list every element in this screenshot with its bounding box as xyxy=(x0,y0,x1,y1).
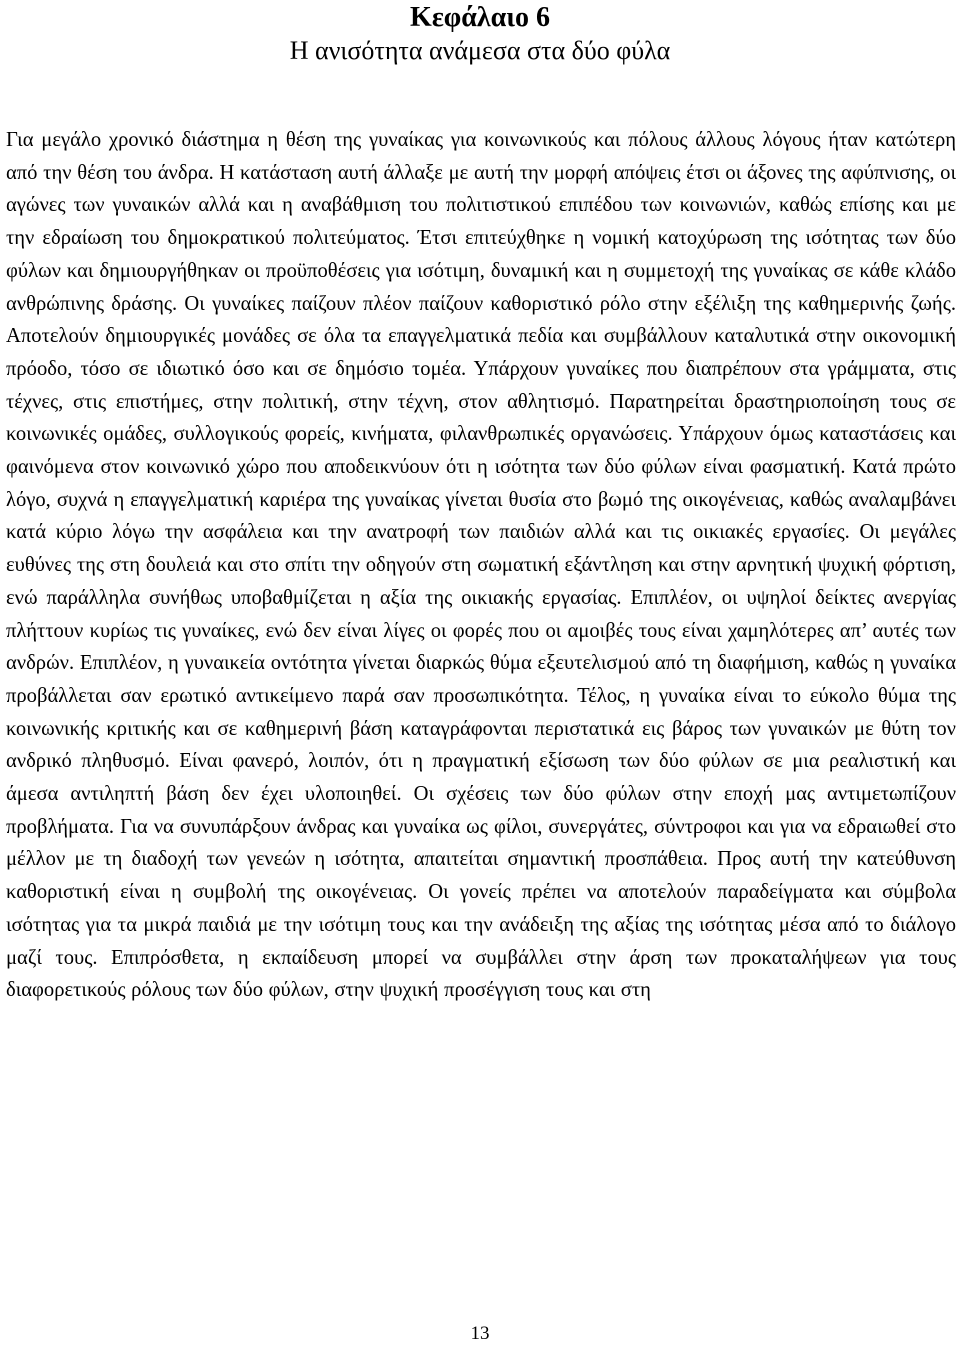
body-paragraph: Για μεγάλο χρονικό διάστημα η θέση της γυναίκας για κοινωνικούς και πόλους άλλους λόγους ήταν κατώτερη από την θέση του άνδρα. Η κατάσταση αυτή άλλαξε με αυτή την μορφή απόψεις έτσι οι άξονες της αφύπνισης, οι αγώνες των γυναικών αλλά και η αναβάθμιση του πολιτιστικού επιπέδου των κοινωνιών, καθώς επίσης και με την εδραίωση του δημοκρατικού πολιτεύματος. Έτσι επιτεύχθηκε η νομική κατοχύρωση της ισότητας των δύο φύλων και δημιουργήθηκαν οι προϋποθέσεις για ισότιμη, δυναμική και η συμμετοχή της γυναίκας σε κάθε κλάδο ανθρώπινης δράσης. Οι γυναίκες παίζουν πλέον παίζουν καθοριστικό ρόλο στην εξέλιξη της καθημερινής ζωής. Αποτελούν δημιουργικές μονάδες σε όλα τα επαγγελματικά πεδία και συμβάλλουν καταλυτικά στην οικονομική πρόοδο, τόσο σε ιδιωτικό όσο και σε δημόσιο τομέα. Υπάρχουν γυναίκες που διαπρέπουν στα γράμματα, στις τέχνες, στις επιστήμες, στην πολιτική, στην τέχνη, στον αθλητισμό. Παρατηρείται δραστηριοποίηση τους σε κοινωνικές ομάδες, συλλογικούς φορείς, κινήματα, φιλανθρωπικές οργανώσεις. Υπάρχουν όμως καταστάσεις και φαινόμενα στον κοινωνικό χώρο που αποδεικνύουν ότι η ισότητα των δύο φύλων είναι φασματική. Κατά πρώτο λόγο, συχνά η επαγγελματική καριέρα της γυναίκας γίνεται θυσία στο βωμό της οικογένειας, καθώς αναλαμβάνει κατά κύριο λόγω την ασφάλεια και την ανατροφή των παιδιών αλλά και τις οικιακές εργασίες. Οι μεγάλες ευθύνες της στη δουλειά και στο σπίτι την οδηγούν στη σωματική εξάντληση και στην αρνητική ψυχική φόρτιση, ενώ παράλληλα συνήθως υποβαθμίζεται η αξία της οικιακής εργασίας. Επιπλέον, οι υψηλοί δείκτες ανεργίας πλήττουν κυρίως τις γυναίκες, ενώ δεν είναι λίγες οι φορές που οι αμοιβές τους είναι χαμηλότερες απ’ αυτές των ανδρών. Επιπλέον, η γυναικεία οντότητα γίνεται διαρκώς θύμα εξευτελισμού από τη διαφήμιση, καθώς η γυναίκα προβάλλεται σαν ερωτικό αντικείμενο παρά σαν προσωπικότητα. Τέλος, η γυναίκα είναι το εύκολο θύμα της κοινωνικής κριτικής και σε καθημερινή βάση καταγράφονται περιστατικά εις βάρος των γυναικών με θύτη τον ανδρικό πληθυσμό. Είναι φανερό, λοιπόν, ότι η πραγματική εξίσωση των δύο φύλων σε μια ρεαλιστική και άμεσα αντιληπτή βάση δεν έχει υλοποιηθεί. Οι σχέσεις των δύο φύλων στην εποχή μας αντιμετωπίζουν προβλήματα. Για να συνυπάρξουν άνδρας και γυναίκα ως φίλοι, συνεργάτες, σύντροφοι και για να εδραιωθεί στο μέλλον με τη διαδοχή των γενεών η ισότητα, απαιτείται σημαντική προσπάθεια. Προς αυτή την κατεύθυνση καθοριστική είναι η συμβολή της οικογένειας. Οι γονείς πρέπει να αποτελούν παραδείγματα και σύμβολα ισότητας για τα μικρά παιδιά με την ισότιμη τους και την ανάδειξη της αξίας της ισότητας μέσα από το διάλογο μαζί τους. Επιπρόσθετα, η εκπαίδευση μπορεί να συμβάλλει στην άρση των προκαταλήψεων για τους διαφορετικούς ρόλους των δύο φύλων, στην ψυχική προσέγγιση τους και στη xyxy=(6,129,956,1002)
chapter-number-heading: Κεφάλαιο 6 xyxy=(410,2,550,33)
chapter-title-heading: Η ανισότητα ανάμεσα στα δύο φύλα xyxy=(289,36,671,65)
page-number: 13 xyxy=(470,1323,490,1344)
